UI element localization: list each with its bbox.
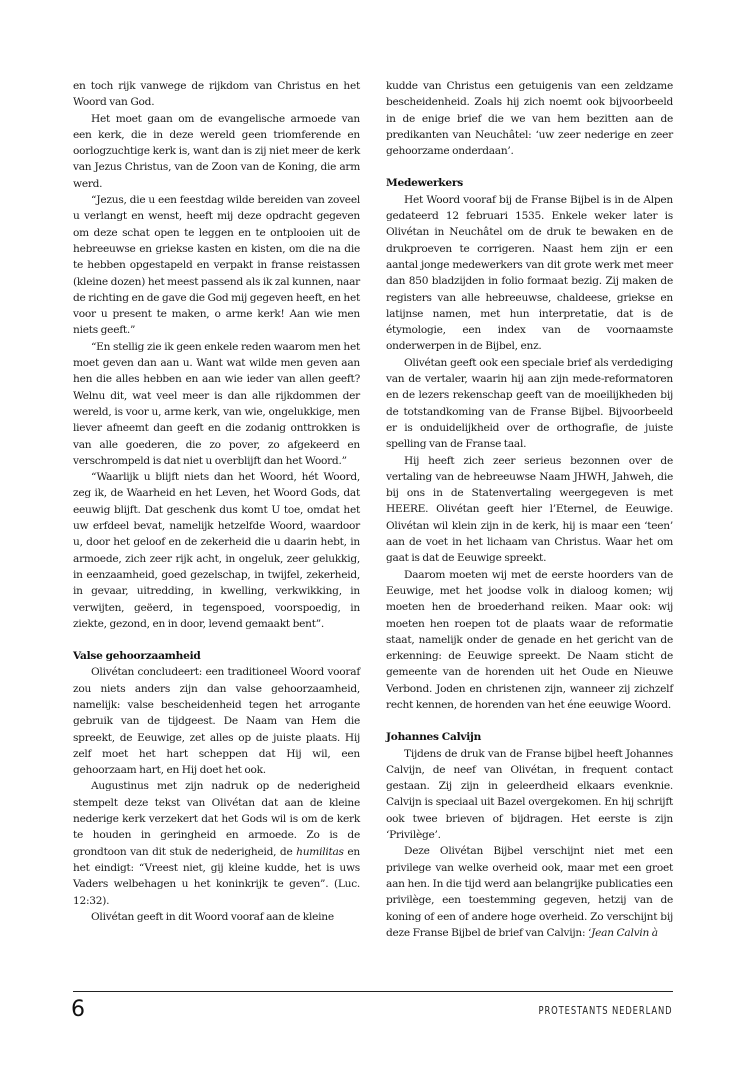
quote-paragraph: “Jezus, die u een feestdag wilde bereiden van zoveel u verlangt en wenst, heeft mij deze opdracht gegeven om deze schat open te leggen en te ontplooien uit de hebreeuwse en griekse kasten en kisten, om die na die te hebben opgestapeld en verpakt in franse reistassen (kleine dozen) het meest passend als ik zal kunnen, naar de richting en de gave die God mij gegeven heeft, en het voor u present te maken, o arme kerk! Aan wie men niets geeft.” <box>73 194 360 337</box>
section-heading-valse-gehoorzaamheid: Valse gehoorzaamheid <box>73 650 201 663</box>
publication-name: PROTESTANTS NEDERLAND <box>538 1005 672 1017</box>
paragraph: Olivétan concludeert: een traditioneel Woord vooraf zou niets anders zijn dan valse gehoorzaamheid, namelijk: valse bescheidenheid tegen het arrogante gebruik van de tijdgeest. De Naam van Hem die spreekt, de Eeuwige, zet alles op de juiste plaats. Hij zelf moet het hart scheppen dat Hij wil, een gehoorzaam hart, en Hij doet het ook. <box>73 666 360 777</box>
paragraph-text: en het eindigt: “Vreest niet, gij kleine kudde, het is uws Vaders welbehagen u het koninkrijk te geven”. (Luc. 12:32). <box>73 845 361 907</box>
paragraph-text: Deze Olivétan Bijbel verschijnt niet met een privilege van welke overheid ook, maar met een groet aan hen. In die tijd werd aan belangrijke publicaties een privilège, een toestemming gegeven, hetzij van de koning of een of andere hoge overheid. Zo verschijnt bij deze Franse Bijbel de brief van Calvijn: ‘ <box>386 845 673 939</box>
left-column <box>73 78 360 925</box>
quote-paragraph: “Waarlijk u blijft niets dan het Woord, hét Woord, zeg ik, de Waarheid en het Leven, het Woord Gods, dat eeuwig blijft. Dat geschenk dus komt U toe, omdat het uw erfdeel bevat, namelijk hetzelfde Woord, waardoor u, door het geloof en de zekerheid die u daarin hebt, in armoede, zich zeer rijk acht, in ongeluk, zeer gelukkig, in eenzaamheid, goed gezelschap, in twijfel, zekerheid, in gevaar, uitredding, in kwelling, verkwikking, in verwijten, geëerd, in tegenspoed, voorspoedig, in ziekte, gezond, en in door, levend gemaakt bent”. <box>73 471 360 630</box>
italic-quote-start: Jean Calvin à <box>591 926 658 939</box>
paragraph: Het Woord vooraf bij de Franse Bijbel is in de Alpen gedateerd 12 februari 1535. Enkele weker later is Olivétan in Neuchâtel om de druk te bewaken en de drukproeven te corrigeren. Naast hem zijn er een aantal jonge medewerkers van dit grote werk met meer dan 850 bladzijden in folio formaat bezig. Zij maken de registers van alle hebreeuwse, chaldeese, griekse en latijnse namen, met hun interpretatie, dat is de étymologie, een index van de voornaamste onderwerpen in de Bijbel, enz. <box>386 193 673 353</box>
right-column <box>386 78 673 941</box>
paragraph-text: Augustinus met zijn nadruk op de nederigheid stempelt deze tekst van Olivétan dat aan de kleine nederige kerk verzekert dat het Gods wil is om de kerk te houden in geringheid en armoede. Zo is de grondtoon van dit stuk de nederigheid, de <box>73 780 360 858</box>
paragraph: Tijdens de druk van de Franse bijbel heeft Johannes Calvijn, de neef van Olivétan, in frequent contact gestaan. Zij zijn in geleerdheid elkaars evenknie. Calvijn is speciaal uit Bazel overgekomen. En hij schrijft ook twee brieven of bijdragen. Het eerste is zijn ‘Privilège’. <box>386 747 673 842</box>
paragraph <box>73 778 360 908</box>
paragraph: Daarom moeten wij met de eerste hoorders van de Eeuwige, met het joodse volk in dialoog komen; wij moeten hen de broederhand reiken. Maar ook: wij moeten hen roepen tot de plaats waar de reformatie staat, namelijk onder de genade en het gericht van de erkenning: de Eeuwige spreekt. De Naam sticht de gemeente van de horenden uit het Oude en Nieuwe Verbond. Joden en christenen zijn, wanneer zij zichzelf recht kennen, de horenden van het éne eeuwige Woord. <box>386 568 673 711</box>
italic-term-humilitas: humilitas <box>296 845 344 858</box>
quote-paragraph: “En stellig zie ik geen enkele reden waarom men het moet geven dan aan u. Want wat wilde men geven aan hen die alles hebben en aan wie ieder van allen geeft? Welnu dit, wat veel meer is dan alle rijkdommen der wereld, is voor u, arme kerk, van wie, ongelukkige, men liever afneemt dan geeft en die zodanig onttrokken is van alle goederen, die zo pover, zo afgekeerd en verschrompeld is dat niet u overblijft dan het Woord.” <box>73 340 360 467</box>
paragraph: Olivétan geeft ook een speciale brief als verdediging van de vertaler, waarin hij aan zijn mede-reformatoren en de lezers rekenschap geeft van de moeilijkheden bij de totstandkoming van de Franse Bijbel. Bijvoorbeeld er is onduidelijkheid over de orthografie, de juiste spelling van de Franse taal. <box>386 356 673 451</box>
paragraph <box>386 843 673 941</box>
paragraph: Hij heeft zich zeer serieus bezonnen over de vertaling van de hebreeuwse Naam JHWH, Jahweh, die bij ons in de Statenvertaling weergegeven is met HEERE. Olivétan geeft hier l’Eternel, de Eeuwige. Olivétan wil klein zijn in de kerk, hij is maar een ‘teen’ aan de voet in het lichaam van Christus. Waar het om gaat is dat de Eeuwige spreekt. <box>386 454 673 565</box>
paragraph: Het moet gaan om de evangelische armoede van een kerk, die in deze wereld geen triomferende en oorlogzuchtige kerk is, want dan is zij niet meer de kerk van Jezus Christus, van de Zoon van de Koning, die arm werd. <box>73 112 360 190</box>
section-heading-johannes-calvijn: Johannes Calvijn <box>386 731 482 744</box>
paragraph: en toch rijk vanwege de rijkdom van Christus en het Woord van God. <box>73 80 360 109</box>
section-heading-medewerkers: Medewerkers <box>386 177 463 190</box>
footer-divider <box>73 991 673 992</box>
paragraph: Olivétan geeft in dit Woord vooraf aan de kleine <box>91 910 334 923</box>
paragraph: kudde van Christus een getuigenis van een zeldzame bescheidenheid. Zoals hij zich noemt ook bijvoorbeeld in de enige brief die we van hem bezitten aan de predikanten van Neuchâtel: ‘uw zeer nederige en zeer gehoorzame onderdaan’. <box>386 80 673 158</box>
page-number: 6 <box>71 997 85 1022</box>
